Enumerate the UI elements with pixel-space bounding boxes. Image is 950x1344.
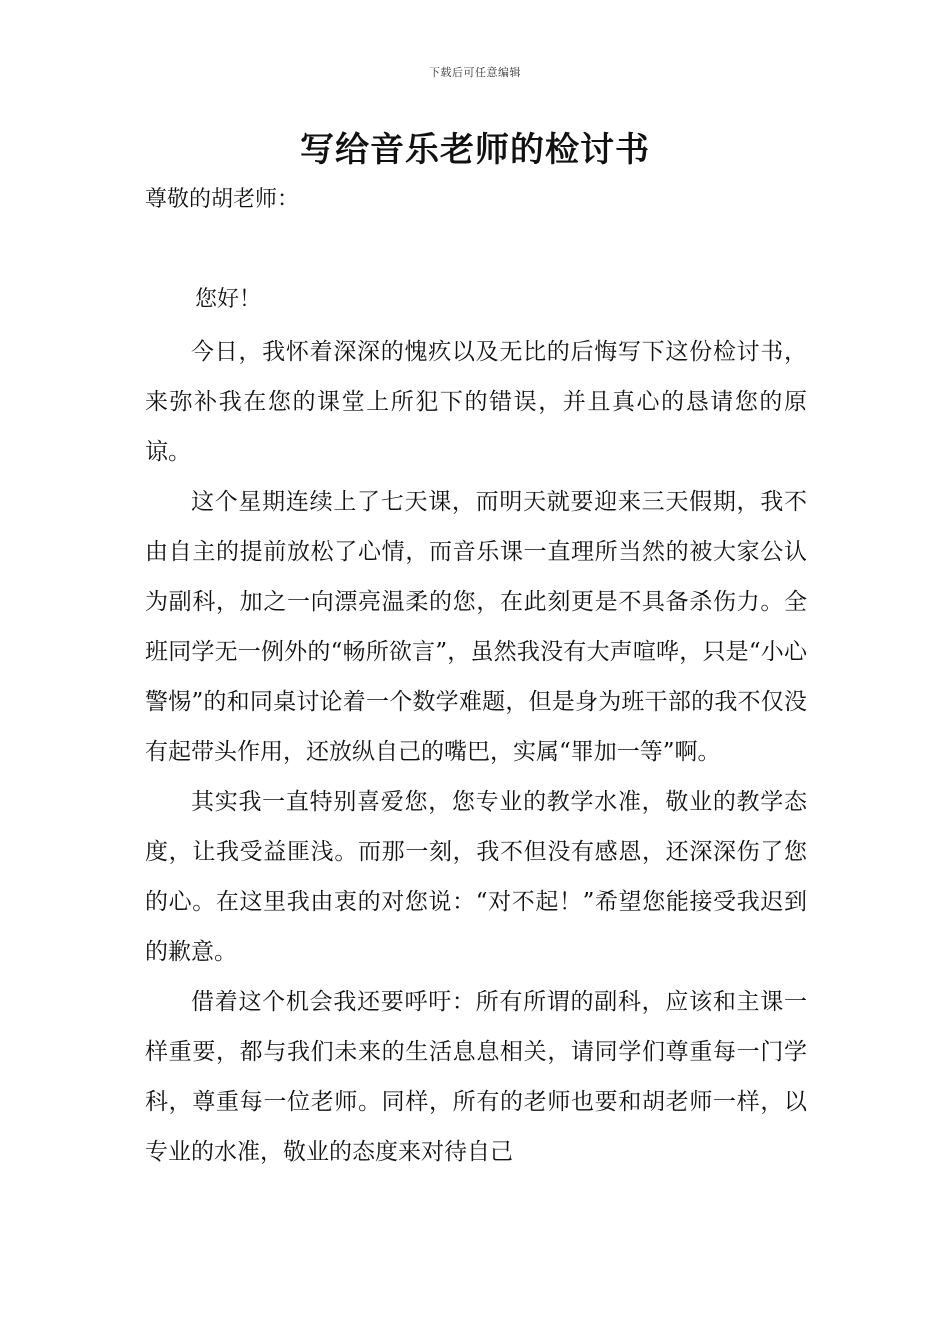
greeting: 您好！: [195, 287, 262, 312]
paragraph-apology: 今日，我怀着深深的愧疚以及无比的后悔写下这份检讨书，来弥补我在您的课堂上所犯下的错误，并且真心的恳请您的原谅。: [145, 339, 807, 465]
document-body: [145, 327, 807, 1177]
salutation: 尊敬的胡老师：: [145, 187, 300, 212]
header-note: 下载后可任意编辑: [429, 66, 521, 79]
paragraph-gratitude: 其实我一直特别喜爱您，您专业的教学水准，敬业的教学态度，让我受益匪浅。而那一刻，我不但没有感恩，还深深伤了您的心。在这里我由衷的对您说：“对不起！”希望您能接受我迟到的歉意。: [145, 789, 807, 965]
document-title: 写给音乐老师的检讨书: [300, 130, 650, 170]
paragraph-appeal: 借着这个机会我还要呼吁：所有所谓的副科，应该和主课一样重要，都与我们未来的生活息息相关，请同学们尊重每一门学科，尊重每一位老师。同样，所有的老师也要和胡老师一样，以专业的水准，敬业的态度来对待自己: [145, 989, 807, 1165]
paragraph-incident: 这个星期连续上了七天课，而明天就要迎来三天假期，我不由自主的提前放松了心情，而音乐课一直理所当然的被大家公认为副科，加之一向漂亮温柔的您，在此刻更是不具备杀伤力。全班同学无一例外的“畅所欲言”，虽然我没有大声喧哗，只是“小心警惕”的和同桌讨论着一个数学难题，但是身为班干部的我不仅没有起带头作用，还放纵自己的嘴巴，实属“罪加一等”啊。: [145, 489, 807, 765]
